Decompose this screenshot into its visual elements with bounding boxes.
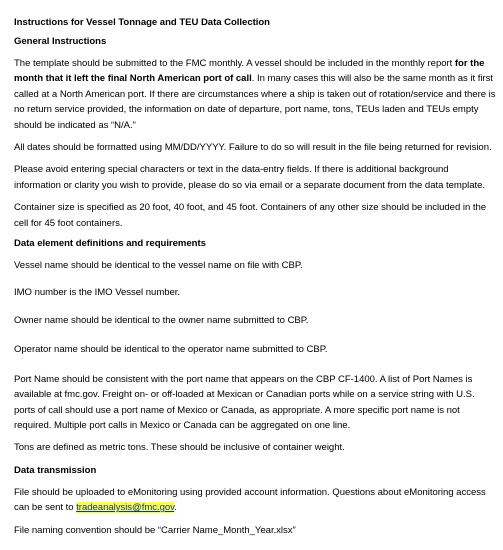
owner-name-paragraph: Owner name should be identical to the owner name submitted to CBP. xyxy=(14,314,309,326)
upload-text: File should be uploaded to eMonitoring using provided account information. Questions about eMonitoring access can be sent to xyxy=(14,486,486,514)
submission-paragraph xyxy=(14,56,497,133)
file-naming-paragraph: File naming convention should be “Carrier Name_Month_Year.xlsx” xyxy=(14,524,296,536)
support-email-link[interactable]: tradeanalysis@fmc.gov xyxy=(76,502,175,514)
submission-text-end: . In many cases this will also be the same month as it first called at a North American port. If there are circumstances where a ship is taken out of rotation/service and there is no return service provided, the information on date of departure, port name, tons, TEUs laden and TEUs empty should be indicated as “N/A.” xyxy=(14,73,496,131)
definitions-heading: Data element definitions and requirements xyxy=(14,238,206,250)
upload-paragraph xyxy=(14,485,497,516)
special-characters-paragraph: Please avoid entering special characters or text in the data-entry fields. If there is additional background information or clarity you wish to provide, please do so via email or a separate document from the data template. xyxy=(14,164,486,191)
imo-number-paragraph: IMO number is the IMO Vessel number. xyxy=(14,287,181,299)
document-title: Instructions for Vessel Tonnage and TEU Data Collection xyxy=(14,17,270,28)
port-name-paragraph: Port Name should be consistent with the port name that appears on the CBP CF-1400. A list of Port Names is available at fmc.gov. Freight on- or off-loaded at Mexican or Canadian ports while on a service string with U.S. ports of call should use a port name of Mexico or Canada, as appropriate. A more specific port name is not required. Multiple port calls in Mexico or Canada can be aggregated on one line. xyxy=(14,373,475,431)
tons-paragraph: Tons are defined as metric tons. These should be inclusive of container weight. xyxy=(14,442,345,454)
date-format-paragraph: All dates should be formatted using MM/DD/YYYY. Failure to do so will result in the file being returned for revision. xyxy=(14,142,492,154)
vessel-name-paragraph: Vessel name should be identical to the vessel name on file with CBP. xyxy=(14,260,303,272)
submission-text-start: The template should be submitted to the FMC monthly. A vessel should be included in the monthly report xyxy=(14,58,455,69)
upload-text-end: . xyxy=(174,502,177,514)
submission-month-rule: for the month that it left the final North American port of call xyxy=(14,58,485,85)
container-size-paragraph: Container size is specified as 20 foot, 40 foot, and 45 foot. Containers of any other size should be included in the cell for 45 foot containers. xyxy=(14,202,487,229)
general-instructions-heading: General Instructions xyxy=(14,36,107,47)
operator-name-paragraph: Operator name should be identical to the operator name submitted to CBP. xyxy=(14,344,328,356)
data-transmission-heading: Data transmission xyxy=(14,464,97,476)
